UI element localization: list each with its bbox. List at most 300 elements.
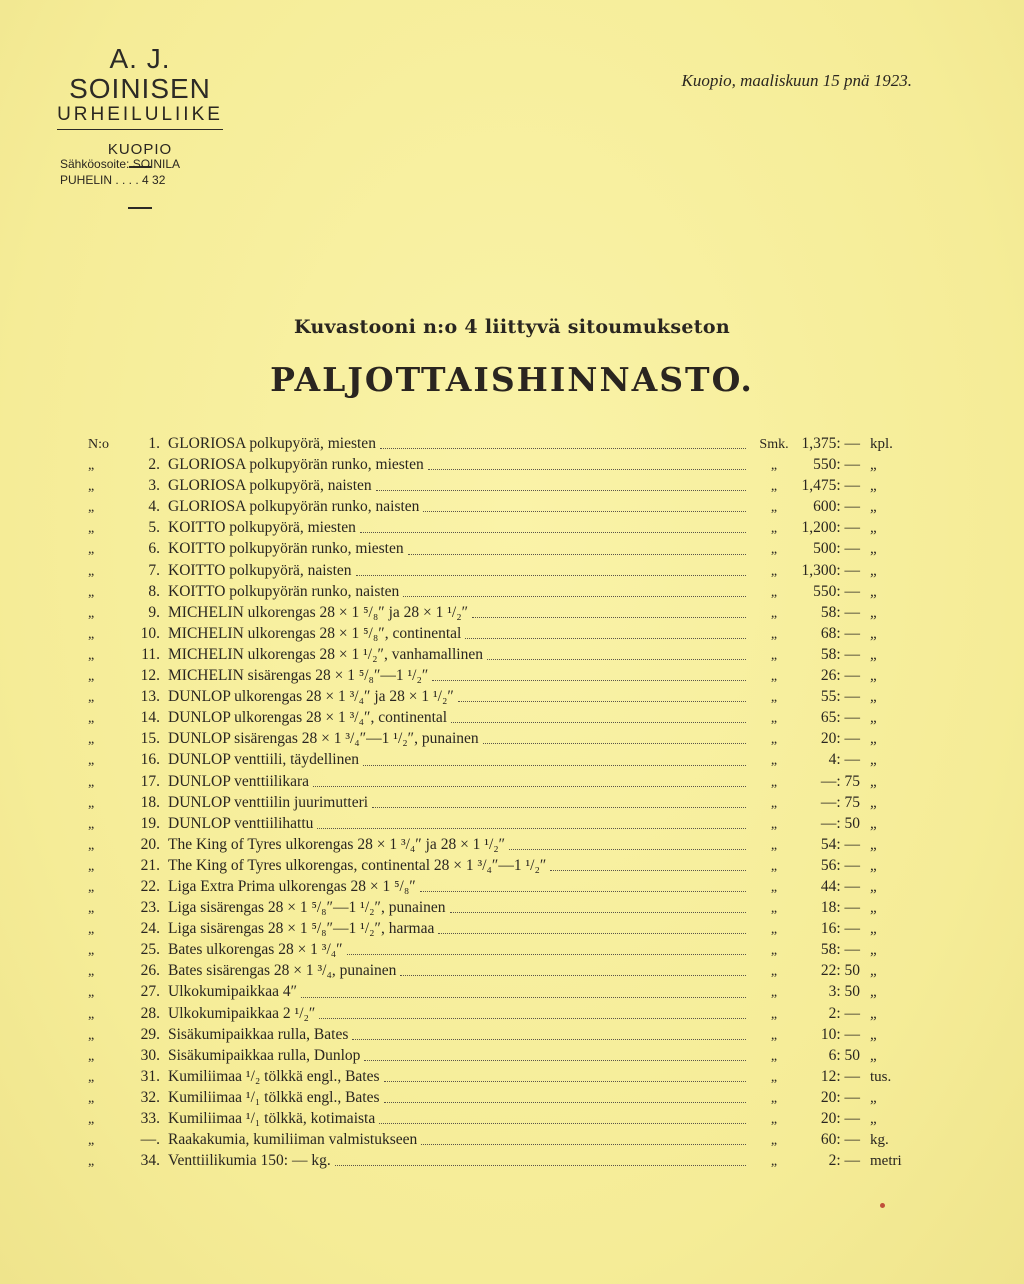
item-unit: kg.: [870, 1132, 889, 1149]
price-row: [88, 855, 908, 876]
item-unit: „: [870, 900, 877, 917]
row-prefix: „: [88, 626, 95, 642]
item-currency: „: [770, 521, 778, 537]
item-description: MICHELIN sisärengas 28 × 1 ⁵/₈″—1 ¹/₂″: [168, 667, 429, 685]
item-description: DUNLOP venttiilikara: [168, 772, 310, 790]
item-currency: „: [770, 1090, 778, 1106]
item-price: 68: —: [820, 624, 860, 642]
item-description-cell: [168, 876, 752, 897]
item-description-cell: [168, 1129, 752, 1150]
item-number: 5.: [148, 519, 160, 537]
item-description: KOITTO polkupyörä, miesten: [168, 519, 356, 537]
item-number: 23.: [140, 899, 160, 917]
item-number: 14.: [140, 709, 160, 727]
row-prefix: „: [88, 542, 95, 558]
item-price: —: 50: [820, 814, 860, 832]
item-unit: „: [870, 541, 877, 558]
item-description: DUNLOP sisärengas 28 × 1 ³/₄″—1 ¹/₂″, punainen: [168, 730, 479, 748]
item-number: 2.: [148, 456, 160, 474]
item-description-cell: [168, 918, 752, 939]
item-description-cell: [168, 855, 752, 876]
dot-leader: [421, 1133, 746, 1145]
dot-leader: [301, 986, 746, 998]
item-number: 10.: [140, 624, 160, 642]
row-prefix: „: [88, 1069, 95, 1085]
phone-number: PUHELIN . . . . 4 32: [60, 173, 166, 187]
dot-leader: [408, 543, 746, 555]
row-prefix: „: [88, 500, 95, 516]
price-row: [88, 960, 908, 981]
dot-leader: [451, 711, 746, 723]
dot-leader: [352, 1028, 746, 1040]
dot-leader: [458, 690, 746, 702]
price-row: [88, 728, 908, 749]
item-description: GLORIOSA polkupyörä, miesten: [168, 435, 376, 452]
item-number: 24.: [140, 920, 160, 938]
ornament-divider-2: [128, 207, 152, 209]
price-row: [88, 517, 908, 538]
item-description: Raakakumia, kumiliiman valmistukseen: [168, 1131, 418, 1149]
item-currency: „: [770, 943, 778, 959]
item-price: 3: 50: [828, 983, 860, 1001]
item-unit: „: [870, 604, 877, 621]
item-price: 58: —: [820, 941, 860, 959]
price-row: [88, 792, 908, 813]
item-description: Bates ulkorengas 28 × 1 ³/₄″: [168, 941, 343, 959]
item-description-cell: [168, 1087, 752, 1108]
item-description: DUNLOP ulkorengas 28 × 1 ³/₄″ ja 28 × 1 ¹/₂″: [168, 688, 454, 706]
item-price: —: 75: [820, 772, 860, 790]
item-currency: „: [770, 479, 778, 495]
item-price: 1,200: —: [801, 519, 860, 537]
item-currency: „: [770, 985, 778, 1001]
item-number: 32.: [140, 1088, 160, 1106]
row-prefix: „: [88, 521, 95, 537]
row-prefix: „: [88, 732, 95, 748]
item-price: 16: —: [820, 920, 860, 938]
dot-leader: [400, 964, 746, 976]
item-currency: „: [770, 858, 778, 874]
dot-leader: [384, 1070, 746, 1082]
price-row: [88, 560, 908, 581]
item-description-cell: [168, 981, 752, 1002]
item-currency: „: [770, 542, 778, 558]
price-row: [88, 623, 908, 644]
item-unit: „: [870, 668, 877, 685]
item-number: 9.: [148, 603, 160, 621]
dot-leader: [428, 458, 746, 470]
item-unit: „: [870, 794, 877, 811]
item-price: 500: —: [813, 540, 860, 558]
item-unit: „: [870, 963, 877, 980]
item-unit: „: [870, 984, 877, 1001]
price-row: [88, 1087, 908, 1108]
item-currency: „: [770, 605, 778, 621]
item-description: The King of Tyres ulkorengas, continental 28 × 1 ³/₄″—1 ¹/₂″: [168, 856, 547, 874]
item-unit: „: [870, 583, 877, 600]
document-title: PALJOTTAISHINNASTO.: [270, 360, 754, 399]
dot-leader: [487, 648, 746, 660]
item-number: 29.: [140, 1025, 160, 1043]
dot-leader: [420, 880, 746, 892]
item-description-cell: [168, 1045, 752, 1066]
item-number: 21.: [140, 856, 160, 874]
row-prefix: „: [88, 647, 95, 663]
row-prefix: „: [88, 964, 95, 980]
item-description: DUNLOP venttiili, täydellinen: [168, 751, 359, 769]
item-currency: „: [770, 732, 778, 748]
item-description-cell: [168, 475, 752, 496]
price-row: [88, 771, 908, 792]
price-row: [88, 433, 908, 454]
dot-leader: [550, 859, 746, 871]
item-description: Kumiliimaa ¹/₂ tölkkä engl., Bates: [168, 1067, 380, 1085]
item-description-cell: [168, 960, 752, 981]
row-prefix: „: [88, 816, 95, 832]
item-unit: „: [870, 1111, 877, 1127]
row-prefix: „: [88, 1048, 95, 1064]
item-description: GLORIOSA polkupyörän runko, naisten: [168, 498, 420, 516]
item-price: 10: —: [820, 1025, 860, 1043]
price-row: [88, 981, 908, 1002]
item-price: 56: —: [820, 856, 860, 874]
item-number: 1.: [148, 435, 160, 452]
item-description: DUNLOP venttiilihattu: [168, 814, 314, 832]
item-unit: kpl.: [870, 436, 893, 452]
price-row: [88, 749, 908, 770]
item-price: 1,300: —: [801, 561, 860, 579]
dot-leader: [364, 1049, 746, 1061]
price-row: [88, 1003, 908, 1024]
dot-leader: [319, 1007, 746, 1019]
item-description-cell: [168, 939, 752, 960]
item-currency: „: [770, 1154, 778, 1170]
item-description: Kumiliimaa ¹/₁ tölkkä, kotimaista: [168, 1110, 376, 1127]
item-description-cell: [168, 749, 752, 770]
item-description: Ulkokumipaikkaa 2 ¹/₂″: [168, 1004, 316, 1022]
item-currency: „: [770, 795, 778, 811]
item-unit: „: [870, 942, 877, 959]
item-price: 54: —: [820, 835, 860, 853]
item-currency: „: [770, 816, 778, 832]
dot-leader: [356, 564, 746, 576]
item-description-cell: [168, 1024, 752, 1045]
price-row: [88, 897, 908, 918]
item-description-cell: [168, 665, 752, 686]
item-price: 60: —: [820, 1131, 860, 1149]
item-price: 4: —: [828, 751, 860, 769]
item-unit: „: [870, 752, 877, 769]
company-city: KUOPIO: [107, 141, 173, 158]
item-currency: „: [770, 1133, 778, 1149]
item-currency: „: [770, 458, 778, 474]
item-description-cell: [168, 771, 752, 792]
item-number: 22.: [140, 877, 160, 895]
item-currency: „: [770, 922, 778, 938]
item-description: Liga sisärengas 28 × 1 ⁵/₈″—1 ¹/₂″, harmaa: [168, 920, 435, 938]
item-currency: „: [770, 690, 778, 706]
item-unit: „: [870, 646, 877, 663]
item-price: 600: —: [813, 498, 860, 516]
item-description: GLORIOSA polkupyörä, naisten: [168, 477, 372, 495]
item-description: DUNLOP venttiilin juurimutteri: [168, 793, 369, 811]
item-description: Bates sisärengas 28 × 1 ³/₄, punainen: [168, 962, 397, 980]
dot-leader: [380, 437, 746, 449]
row-prefix: N:o: [88, 437, 109, 452]
item-description: Sisäkumipaikkaa rulla, Bates: [168, 1025, 349, 1043]
item-number: 26.: [140, 962, 160, 980]
dot-leader: [317, 817, 746, 829]
item-price: 20: —: [820, 1088, 860, 1106]
item-unit: „: [870, 499, 877, 516]
row-prefix: „: [88, 584, 95, 600]
item-currency: „: [770, 711, 778, 727]
item-number: 11.: [141, 645, 160, 663]
item-description: GLORIOSA polkupyörän runko, miesten: [168, 456, 424, 474]
item-unit: „: [870, 857, 877, 874]
item-number: 15.: [140, 730, 160, 748]
item-description: Liga sisärengas 28 × 1 ⁵/₈″—1 ¹/₂″, punainen: [168, 899, 446, 917]
item-number: 20.: [140, 835, 160, 853]
item-description-cell: [168, 728, 752, 749]
price-row: [88, 475, 908, 496]
telegram-address: Sähköosoite: SOINILA: [60, 157, 181, 171]
dot-leader: [483, 732, 746, 744]
price-row: [88, 1108, 908, 1129]
item-price: 1,475: —: [801, 477, 860, 495]
company-name: A. J. SOINISEN: [69, 43, 211, 104]
row-prefix: „: [88, 1006, 95, 1022]
item-description-cell: [168, 813, 752, 834]
price-row: [88, 1024, 908, 1045]
item-number: 18.: [140, 793, 160, 811]
row-prefix: „: [88, 1154, 95, 1170]
dot-leader: [509, 838, 746, 850]
item-unit: „: [870, 689, 877, 706]
row-prefix: „: [88, 711, 95, 727]
row-prefix: „: [88, 901, 95, 917]
item-price: 2: —: [828, 1004, 860, 1022]
price-row: [88, 1129, 908, 1150]
row-prefix: „: [88, 458, 95, 474]
item-price: 1,375: —: [801, 435, 860, 452]
item-currency: „: [770, 1069, 778, 1085]
item-number: 8.: [148, 582, 160, 600]
price-row: [88, 454, 908, 475]
item-description-cell: [168, 1108, 752, 1129]
row-prefix: „: [88, 1133, 95, 1149]
item-currency: „: [770, 837, 778, 853]
price-row: [88, 1150, 908, 1171]
item-currency: Smk.: [759, 437, 789, 452]
item-unit: tus.: [870, 1068, 892, 1085]
dot-leader: [438, 922, 746, 934]
item-unit: „: [870, 836, 877, 853]
item-number: 6.: [148, 540, 160, 558]
price-row: [88, 602, 908, 623]
item-description: KOITTO polkupyörä, naisten: [168, 561, 352, 579]
item-description-cell: [168, 517, 752, 538]
row-prefix: „: [88, 922, 95, 938]
row-prefix: „: [88, 858, 95, 874]
dot-leader: [450, 901, 746, 913]
item-currency: „: [770, 1027, 778, 1043]
item-number: —.: [140, 1131, 160, 1149]
item-description-cell: [168, 538, 752, 559]
item-unit: metri: [870, 1153, 902, 1170]
dot-leader: [403, 585, 746, 597]
row-prefix: „: [88, 795, 95, 811]
price-row: [88, 939, 908, 960]
item-description: MICHELIN ulkorengas 28 × 1 ⁵/₈″ ja 28 × 1 ¹/₂″: [168, 603, 469, 621]
price-row: [88, 686, 908, 707]
row-prefix: „: [88, 753, 95, 769]
item-currency: „: [770, 1048, 778, 1064]
item-description-cell: [168, 1003, 752, 1024]
item-currency: „: [770, 626, 778, 642]
item-unit: „: [870, 520, 877, 537]
row-prefix: „: [88, 605, 95, 621]
dot-leader: [384, 1091, 746, 1103]
item-number: 31.: [140, 1067, 160, 1085]
letterhead-contact: [60, 156, 180, 188]
item-price: 26: —: [820, 667, 860, 685]
item-description-cell: [168, 1150, 752, 1171]
price-row: [88, 813, 908, 834]
item-currency: „: [770, 1112, 778, 1127]
dot-leader: [432, 669, 746, 681]
item-unit: „: [870, 1089, 877, 1106]
dot-leader: [363, 754, 746, 766]
dot-leader: [347, 943, 746, 955]
item-currency: „: [770, 879, 778, 895]
item-price: 12: —: [820, 1067, 860, 1085]
row-prefix: „: [88, 1090, 95, 1106]
price-row: [88, 707, 908, 728]
row-prefix: „: [88, 774, 95, 790]
item-unit: „: [870, 921, 877, 938]
letterhead-company: [42, 44, 238, 168]
document-subtitle: Kuvastooni n:o 4 liittyvä sitoumukseton: [294, 316, 730, 338]
item-description-cell: [168, 644, 752, 665]
row-prefix: „: [88, 879, 95, 895]
dot-leader: [360, 521, 746, 533]
item-price: 22: 50: [820, 962, 860, 980]
item-number: 19.: [140, 814, 160, 832]
item-description-cell: [168, 686, 752, 707]
item-description: Liga Extra Prima ulkorengas 28 × 1 ⁵/₈″: [168, 877, 416, 895]
item-unit: „: [870, 815, 877, 832]
item-price: 2: —: [828, 1152, 860, 1170]
item-unit: „: [870, 1047, 877, 1064]
item-description-cell: [168, 1066, 752, 1087]
price-row: [88, 876, 908, 897]
item-currency: „: [770, 774, 778, 790]
company-subtitle: URHEILULIIKE: [57, 104, 223, 130]
item-currency: „: [770, 964, 778, 980]
dot-leader: [379, 1112, 746, 1124]
item-unit: „: [870, 625, 877, 642]
price-row: [88, 1045, 908, 1066]
item-description-cell: [168, 496, 752, 517]
item-description: DUNLOP ulkorengas 28 × 1 ³/₄″, continental: [168, 709, 448, 727]
item-currency: „: [770, 584, 778, 600]
item-price: 18: —: [820, 899, 860, 917]
item-currency: „: [770, 500, 778, 516]
dot-leader: [376, 479, 746, 491]
price-list: [88, 433, 908, 1171]
item-price: 20: —: [820, 730, 860, 748]
item-unit: „: [870, 773, 877, 790]
item-number: 27.: [140, 983, 160, 1001]
ink-spot: [880, 1203, 885, 1208]
item-unit: „: [870, 1026, 877, 1043]
item-description: MICHELIN ulkorengas 28 × 1 ¹/₂″, vanhamallinen: [168, 645, 483, 663]
item-price: 55: —: [820, 688, 860, 706]
item-price: 58: —: [820, 603, 860, 621]
item-description-cell: [168, 433, 752, 454]
item-unit: „: [870, 562, 877, 579]
item-number: 7.: [148, 561, 160, 579]
item-price: —: 75: [820, 793, 860, 811]
dot-leader: [465, 627, 746, 639]
item-description: The King of Tyres ulkorengas 28 × 1 ³/₄″ ja 28 × 1 ¹/₂″: [168, 835, 506, 853]
price-row: [88, 665, 908, 686]
dot-leader: [335, 1154, 746, 1166]
item-description: Sisäkumipaikkaa rulla, Dunlop: [168, 1046, 361, 1064]
item-number: 30.: [140, 1046, 160, 1064]
item-unit: „: [870, 710, 877, 727]
price-row: [88, 644, 908, 665]
item-unit: „: [870, 457, 877, 474]
dot-leader: [372, 796, 746, 808]
item-number: 28.: [140, 1004, 160, 1022]
item-description: Ulkokumipaikkaa 4″: [168, 983, 298, 1001]
item-unit: „: [870, 731, 877, 748]
item-unit: „: [870, 478, 877, 495]
row-prefix: „: [88, 1027, 95, 1043]
item-number: 17.: [140, 772, 160, 790]
row-prefix: „: [88, 943, 95, 959]
item-price: 44: —: [820, 877, 860, 895]
item-description-cell: [168, 834, 752, 855]
item-number: 33.: [140, 1110, 160, 1127]
row-prefix: „: [88, 837, 95, 853]
item-description: Kumiliimaa ¹/₁ tölkkä engl., Bates: [168, 1088, 380, 1106]
item-unit: „: [870, 878, 877, 895]
row-prefix: „: [88, 563, 95, 579]
row-prefix: „: [88, 479, 95, 495]
item-price: 550: —: [813, 582, 860, 600]
price-row: [88, 918, 908, 939]
item-description: KOITTO polkupyörän runko, naisten: [168, 582, 400, 600]
item-currency: „: [770, 563, 778, 579]
row-prefix: „: [88, 985, 95, 1001]
item-price: 20: —: [820, 1110, 860, 1127]
item-currency: „: [770, 901, 778, 917]
item-description: KOITTO polkupyörän runko, miesten: [168, 540, 404, 558]
item-description-cell: [168, 602, 752, 623]
row-prefix: „: [88, 690, 95, 706]
document-date: Kuopio, maaliskuun 15 pnä 1923.: [681, 71, 912, 90]
item-description-cell: [168, 623, 752, 644]
item-price: 65: —: [820, 709, 860, 727]
item-description: Venttiilikumia 150: — kg.: [168, 1152, 331, 1170]
item-currency: „: [770, 669, 778, 685]
dot-leader: [423, 500, 746, 512]
item-description-cell: [168, 897, 752, 918]
price-row: [88, 834, 908, 855]
